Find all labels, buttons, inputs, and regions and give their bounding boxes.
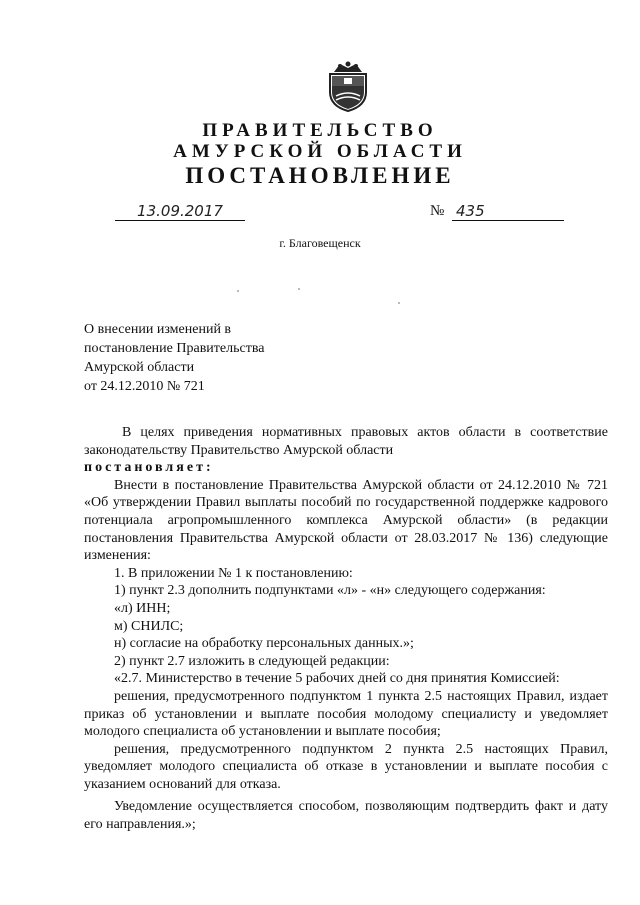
paragraph-9: решения, предусмотренного подпунктом 1 пункта 2.5 настоящих Правил, издает приказ об установлении и выплате пособия молодому специалисту и уведомляет молодого специалиста об установлении и выплате пособия; <box>84 688 608 740</box>
subject-line: постановление Правительства <box>84 341 265 356</box>
paragraph-11: Уведомление осуществляется способом, позволяющим подтвердить факт и дату его направления.»; <box>84 799 608 833</box>
subject-line: Амурской области <box>84 360 195 375</box>
number-label: № <box>430 203 445 219</box>
paragraph-2: 1. В приложении № 1 к постановлению: <box>114 565 353 581</box>
paragraph-5: м) СНИЛС; <box>114 618 184 634</box>
paragraph-6: н) согласие на обработку персональных данных.»; <box>114 636 414 652</box>
preamble-paragraph: В целях приведения нормативных правовых актов области в соответствие законодательству Правительство Амурской области <box>84 425 608 458</box>
document-subject <box>84 320 264 396</box>
paragraph-3: 1) пункт 2.3 дополнить подпунктами «л» - «н» следующего содержания: <box>114 583 546 599</box>
paragraph-8: «2.7. Министерство в течение 5 рабочих дней со дня принятия Комиссией: <box>114 671 560 687</box>
subject-line: от 24.12.2010 № 721 <box>84 379 205 394</box>
document-date: 13.09.2017 <box>115 202 245 221</box>
city-name: г. Благовещенск <box>279 236 361 250</box>
paragraph-10: решения, предусмотренного подпунктом 2 пункта 2.5 настоящих Правил, уведомляет молодого специалиста об отказе в установлении и выплате пособия с указанием оснований для отказа. <box>84 741 608 792</box>
coat-of-arms-icon <box>326 60 370 112</box>
document-body <box>84 424 608 834</box>
header-government: ПРАВИТЕЛЬСТВО <box>202 120 438 141</box>
document-type-title: ПОСТАНОВЛЕНИЕ <box>185 163 455 188</box>
resolves-word: постановляет: <box>84 460 214 476</box>
paragraph-4: «л) ИНН; <box>114 600 171 616</box>
document-number: 435 <box>452 202 564 221</box>
subject-line: О внесении изменений в <box>84 322 232 337</box>
paragraph-1: Внести в постановление Правительства Амурской области от 24.12.2010 № 721 «Об утверждении Правил выплаты пособий по государственной поддержке кадрового потенциала агропромышленного комплекса Амурской области» (в редакции постановления Правительства Амурской области от 28.03.2017 № 136) следующие изменения: <box>84 477 608 564</box>
header-region: АМУРСКОЙ ОБЛАСТИ <box>173 141 467 162</box>
paragraph-7: 2) пункт 2.7 изложить в следующей редакции: <box>114 653 390 669</box>
